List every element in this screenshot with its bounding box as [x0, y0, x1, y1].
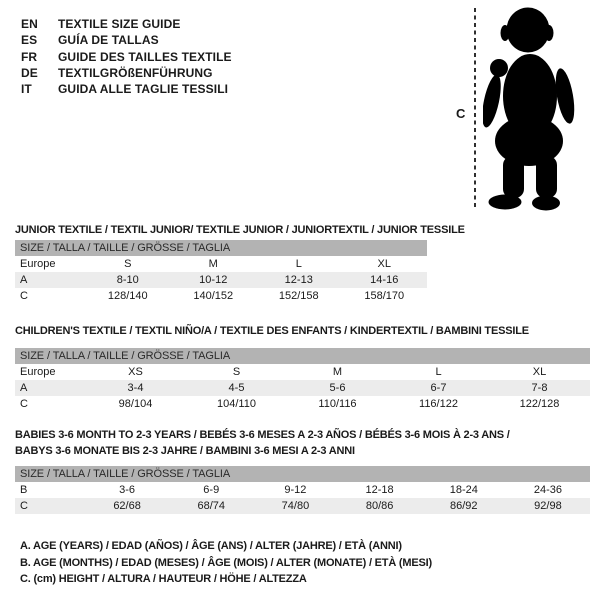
table-cell: 8-10 — [116, 274, 139, 286]
table-cell: 14-16 — [370, 274, 399, 286]
table-cell: 152/158 — [278, 290, 319, 302]
language-label: TEXTILE SIZE GUIDE — [58, 17, 181, 31]
childrens-textile-section — [15, 323, 590, 412]
table-cell: M — [208, 258, 218, 270]
table-cell: 80/86 — [365, 500, 394, 512]
table-row — [15, 364, 590, 380]
language-code: IT — [21, 82, 32, 97]
language-label: TEXTILGRÖßENFÜHRUNG — [58, 65, 213, 80]
baby-silhouette-icon — [483, 6, 581, 212]
height-measure-label: C — [456, 106, 466, 121]
size-table — [15, 240, 427, 304]
row-label: A — [20, 382, 28, 394]
table-cell: 140/152 — [193, 290, 234, 302]
language-title-block — [21, 16, 232, 97]
row-label: Europe — [20, 258, 56, 270]
row-label: C — [20, 398, 28, 410]
table-cell: 24-36 — [533, 484, 563, 496]
row-label: A — [20, 274, 28, 286]
table-cell: 10-12 — [199, 274, 228, 286]
table-cell: XS — [128, 366, 143, 378]
footnotes-block — [20, 538, 432, 588]
table-cell: 3-6 — [119, 484, 136, 496]
table-row — [15, 482, 590, 498]
table-row — [15, 272, 427, 288]
table-cell: S — [232, 366, 241, 378]
language-row-en — [21, 16, 232, 32]
table-cell: 5-6 — [329, 382, 346, 394]
table-cell: 6-9 — [203, 484, 220, 496]
row-label: B — [20, 484, 28, 496]
language-code: FR — [21, 49, 38, 64]
size-table — [15, 466, 590, 514]
junior-textile-section — [15, 222, 465, 304]
language-label: GUÍA DE TALLAS — [58, 33, 159, 48]
table-cell: 116/122 — [419, 398, 458, 410]
table-cell: 12-18 — [365, 484, 394, 496]
table-title — [15, 427, 590, 459]
table-row — [15, 380, 590, 396]
table-cell: L — [435, 366, 442, 378]
table-cell: 18-24 — [449, 484, 478, 496]
table-title — [15, 323, 590, 339]
table-cell: 3-4 — [127, 382, 144, 394]
table-title — [15, 222, 465, 238]
language-code: EN — [21, 17, 38, 31]
table-title-line: BABYS 3-6 MONATE BIS 2-3 JAHRE / BAMBINI 3-6 MESI A 2-3 ANNI — [15, 445, 355, 457]
table-cell: S — [124, 258, 132, 270]
table-cell: 12-13 — [284, 274, 313, 286]
table-cell: M — [332, 366, 343, 378]
table-title-line: BABIES 3-6 MONTH TO 2-3 YEARS / BEBÉS 3-6 MESES A 2-3 AÑOS / BÉBÉS 3-6 MOIS À 2-3 ANS / — [15, 429, 510, 441]
table-cell: 62/68 — [113, 500, 141, 512]
table-cell: 128/140 — [107, 290, 148, 302]
row-label: Europe — [20, 366, 56, 378]
table-row — [15, 396, 590, 412]
table-cell: 158/170 — [364, 290, 405, 302]
size-header-bar: SIZE / TALLA / TAILLE / GRÖSSE / TAGLIA — [15, 240, 427, 256]
language-label: GUIDE DES TAILLES TEXTILE — [58, 49, 232, 64]
height-measure-dashed-line — [474, 8, 476, 207]
size-table — [15, 348, 590, 412]
table-cell: 104/110 — [217, 398, 256, 410]
table-cell: 86/92 — [450, 500, 478, 512]
table-cell: 68/74 — [197, 500, 226, 512]
table-cell: 92/98 — [534, 500, 562, 512]
babies-textile-section — [15, 427, 590, 514]
table-cell: 74/80 — [281, 500, 310, 512]
footnote-a: A. AGE (YEARS) / EDAD (AÑOS) / ÂGE (ANS) / ALTER (JAHRE) / ETÀ (ANNI) — [20, 540, 402, 552]
table-cell: 6-7 — [430, 382, 447, 394]
language-label: GUIDA ALLE TAGLIE TESSILI — [58, 82, 229, 97]
language-row-de — [21, 65, 232, 81]
table-cell: 9-12 — [284, 484, 307, 496]
table-row — [15, 256, 427, 272]
table-cell: XL — [532, 366, 547, 378]
table-cell: 122/128 — [519, 398, 560, 410]
table-cell: 7-8 — [531, 382, 548, 394]
table-title-line: JUNIOR TEXTILE / TEXTIL JUNIOR/ TEXTILE JUNIOR / JUNIORTEXTIL / JUNIOR TESSILE — [15, 224, 465, 236]
table-row — [15, 498, 590, 514]
row-label: C — [20, 500, 28, 512]
size-header-bar: SIZE / TALLA / TAILLE / GRÖSSE / TAGLIA — [15, 348, 590, 364]
language-row-fr — [21, 49, 232, 65]
table-cell: XL — [377, 258, 391, 270]
size-header-bar: SIZE / TALLA / TAILLE / GRÖSSE / TAGLIA — [15, 466, 590, 482]
language-row-es — [21, 32, 232, 48]
language-code: ES — [21, 33, 38, 48]
footnote-c: C. (cm) HEIGHT / ALTURA / HAUTEUR / HÖHE / ALTEZZA — [20, 573, 307, 585]
table-cell: 110/116 — [318, 398, 357, 410]
table-row — [15, 288, 427, 304]
language-code: DE — [21, 65, 38, 80]
language-row-it — [21, 81, 232, 97]
footnote-b: B. AGE (MONTHS) / EDAD (MESES) / ÂGE (MOIS) / ALTER (MONATE) / ETÀ (MESI) — [20, 556, 432, 569]
table-cell: 98/104 — [118, 398, 153, 410]
table-cell: L — [295, 258, 302, 270]
row-label: C — [20, 290, 28, 302]
table-title-line: CHILDREN'S TEXTILE / TEXTIL NIÑO/A / TEXTILE DES ENFANTS / KINDERTEXTIL / BAMBINI TESSILE — [15, 325, 529, 337]
table-cell: 4-5 — [228, 382, 245, 394]
